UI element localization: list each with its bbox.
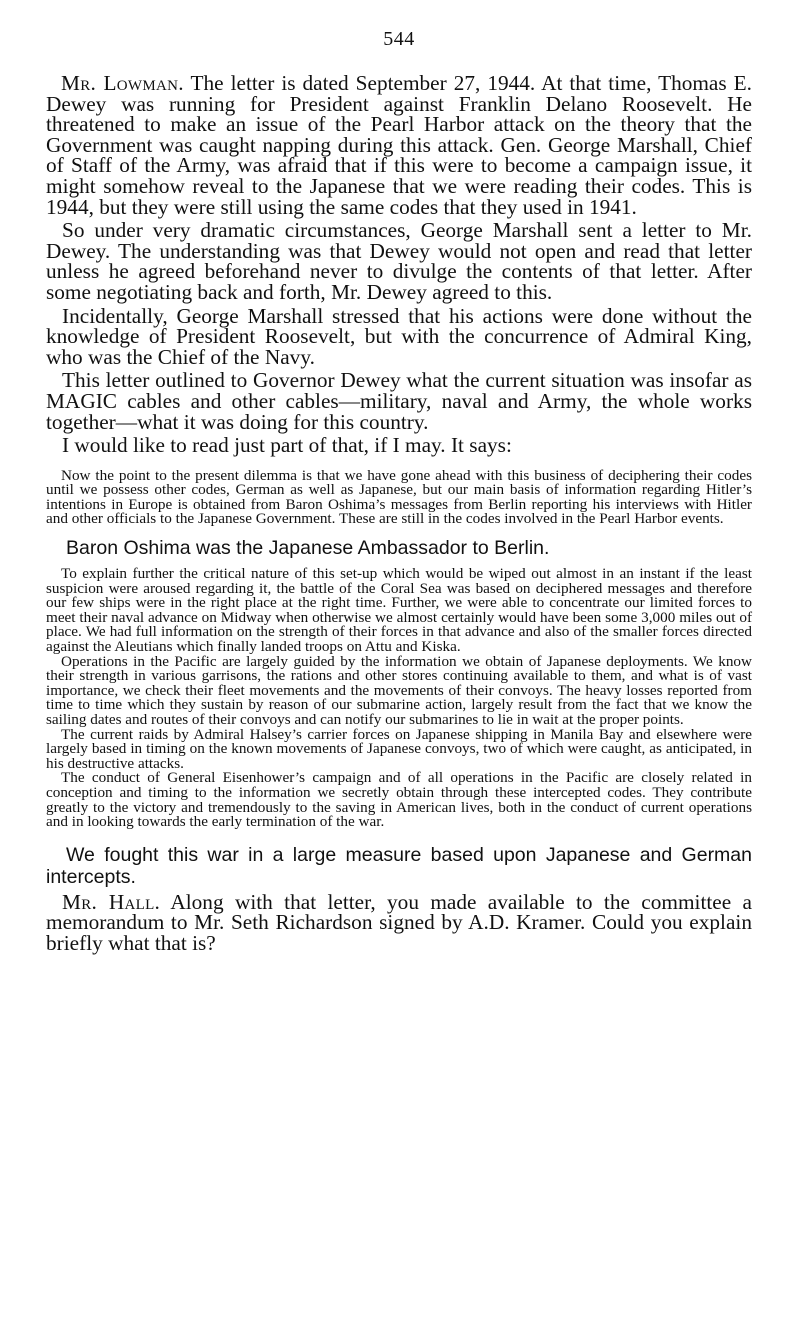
quote-paragraph: Now the point to the present dilemma is that we have gone ahead with this business of deciphering their codes until we possess other codes, German as well as Japanese, but our main basis of information regarding Hitler’s intentions in Europe is obtained from Baron Oshima’s messages from Berlin reporting his interviews with Hitler and other officials to the Japanese Government. These are still in the codes involved in the Pearl Harbor events. bbox=[46, 466, 752, 528]
speaker-name: Mr. Hall. bbox=[62, 889, 161, 914]
speaker-name: Mr. Lowman. bbox=[61, 71, 184, 95]
paragraph-dramatic-circumstances: So under very dramatic circumstances, George Marshall sent a letter to Mr. Dewey. The understanding was that Dewey would not open and read that letter unless he agreed beforehand never to divulge the contents of that letter. After some negotiating back and forth, Mr. Dewey agreed to this. bbox=[46, 218, 752, 304]
block-quote-dilemma bbox=[46, 466, 752, 528]
quote-paragraph: The conduct of General Eisenhower’s campaign and of all operations in the Pacific are closely related in conception and timing to the information we secretly obtain through these intercepted codes. They contribute greatly to the victory and tremendously to the saving in American lives, both in the conduct of current operations and in looking towards the early termination of the war. bbox=[46, 769, 752, 831]
interjection-oshima: Baron Oshima was the Japanese Ambassador to Berlin. bbox=[66, 537, 550, 560]
paragraph-hall-question bbox=[46, 889, 752, 955]
closing-remark: We fought this war in a large measure based upon Japanese and German intercepts. bbox=[46, 843, 752, 888]
paragraph-marshall-stressed: Incidentally, George Marshall stressed that his actions were done without the knowledge of President Roosevelt, but with the concurrence of Admiral King, who was the Chief of the Navy. bbox=[46, 303, 752, 369]
block-quote-critical-nature bbox=[46, 567, 752, 830]
page-number: 544 bbox=[383, 28, 415, 50]
quote-paragraph: To explain further the critical nature of this set-up which would be wiped out almost in an instant if the least suspicion were aroused regarding it, the battle of the Coral Sea was based on deciphered messages and therefore our few ships were in the right place at the right time. Further, we were able to concentrate our limited forces to meet their naval advance on Midway when otherwise we almost certainly would have been some 3,000 miles out of place. We had full information on the strength of their forces in that advance and also of the smaller forces directed against the Aleutians which finally landed troops on Attu and Kiska. bbox=[46, 565, 752, 656]
paragraph-letter-outlined: This letter outlined to Governor Dewey what the current situation was insofar as MAGIC cables and other cables—military, naval and Army, the whole works together—what it was doing for this country. bbox=[46, 368, 752, 434]
paragraph-read-part: I would like to read just part of that, if I may. It says: bbox=[62, 433, 512, 458]
quote-paragraph: Operations in the Pacific are largely guided by the information we obtain of Japanese deployments. We know their strength in various garrisons, the rations and other stores continuing available to them, and what is of vast importance, we check their fleet movements and the movements of their convoys. The heavy losses reported from time to time which they sustain by reason of our submarine action, largely result from the fact that we know the sailing dates and routes of their convoys and can notify our submarines to lie in wait at the proper points. bbox=[46, 652, 752, 728]
paragraph-lowman-letter-date bbox=[46, 73, 752, 217]
paragraph-text: Along with that letter, you made available to the committee a memorandum to Mr. Seth Richardson signed by A.D. Kramer. Could you explain briefly what that is? bbox=[46, 889, 752, 955]
quote-paragraph: The current raids by Admiral Halsey’s carrier forces on Japanese shipping in Manila Bay and elsewhere were largely based in timing on the known movements of Japanese convoys, two of which were caught, as anticipated, in his destructive attacks. bbox=[46, 725, 752, 772]
paragraph-text: The letter is dated September 27, 1944. At that time, Thomas E. Dewey was running for President against Franklin Delano Roosevelt. He threatened to make an issue of the Pearl Harbor attack on the theory that the Government was caught napping during this attack. Gen. George Marshall, Chief of Staff of the Army, was afraid that if this were to become a campaign issue, it might somehow reveal to the Japanese that we were reading their codes. This is 1944, but they were still using the same codes that they used in 1941. bbox=[46, 71, 753, 219]
